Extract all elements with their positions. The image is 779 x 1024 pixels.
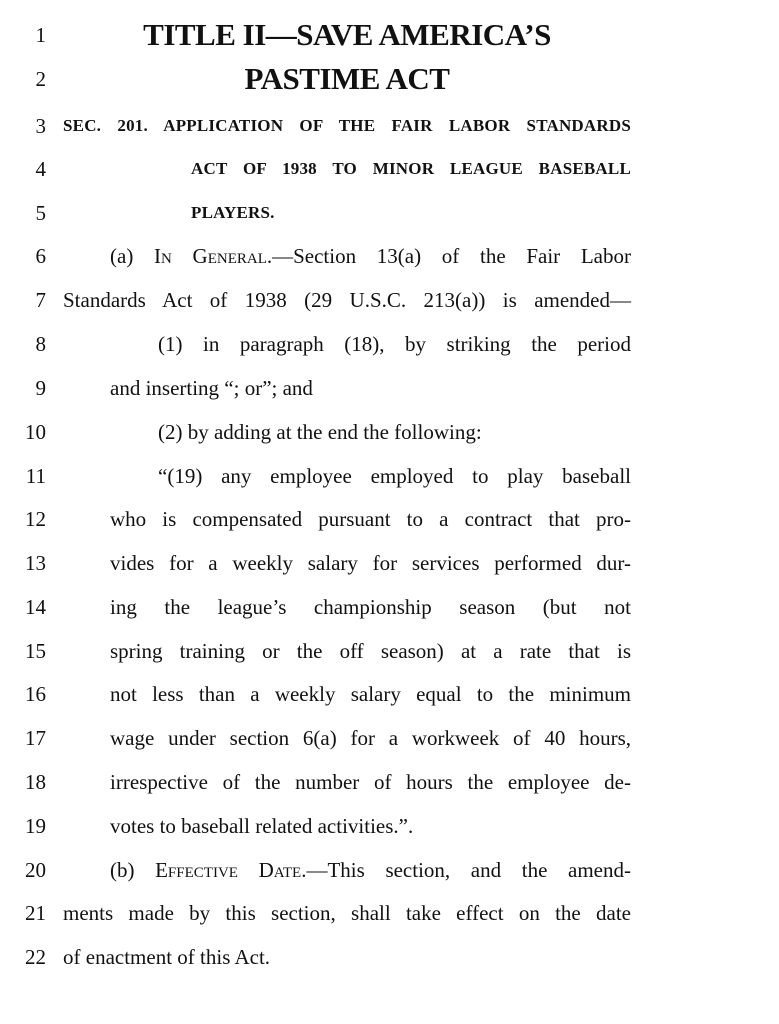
line-number: 17 [25,726,46,750]
document-line [0,760,779,804]
line-number: 15 [25,639,46,663]
body-text: ments made by this section, shall take effect on the date [63,901,631,925]
title-heading-continued: PASTIME ACT [244,61,450,96]
document-line [0,891,779,935]
section-heading-continued: ACT OF 1938 TO MINOR LEAGUE BASEBALL [191,159,631,178]
subsection-b-heading-line [110,848,631,892]
document-line [0,57,779,101]
body-text: not less than a weekly salary equal to the minimum [110,682,631,706]
body-text: who is compensated pursuant to a contract that pro- [110,507,631,531]
line-number: 22 [25,945,46,969]
section-heading-continued: PLAYERS. [191,203,275,222]
line-number: 21 [25,901,46,925]
title-heading: TITLE II—SAVE AMERICA’S [143,17,551,52]
document-line [0,716,779,760]
body-text: of enactment of this Act. [63,945,271,969]
body-text: spring training or the off season) at a rate that is [110,639,631,663]
line-number: 4 [35,157,46,181]
line-number: 19 [25,814,46,838]
document-line [0,804,779,848]
document-line [0,848,779,892]
document-line [0,191,779,235]
line-number: 13 [25,551,46,575]
subsection-label: (a) [110,244,155,268]
body-text: irrespective of the number of hours the employee de- [110,770,631,794]
document-line [0,454,779,498]
line-number: 5 [35,201,46,225]
document-line [0,585,779,629]
document-line [0,672,779,716]
document-line [0,935,779,979]
line-number: 8 [35,332,46,356]
document-line [0,629,779,673]
subsection-text: —Section 13(a) of the Fair Labor [272,244,631,268]
paragraph-2-text: (2) by adding at the end the following: [158,420,482,444]
body-text: Standards Act of 1938 (29 U.S.C. 213(a)) is amended— [63,288,631,312]
section-heading: SEC. 201. APPLICATION OF THE FAIR LABOR STANDARDS [63,116,631,135]
document-line [0,497,779,541]
document-line [0,410,779,454]
line-number: 6 [35,244,46,268]
document-line [0,278,779,322]
document-line [0,322,779,366]
line-number: 12 [25,507,46,531]
subsection-text: —This section, and the amend- [306,858,631,882]
subsection-heading: In General. [154,244,273,268]
line-number: 14 [25,595,46,619]
line-number: 10 [25,420,46,444]
subsection-heading: Effective Date. [155,858,307,882]
document-line [0,366,779,410]
body-text: and inserting “; or”; and [110,376,313,400]
line-number: 1 [35,23,46,47]
body-text: vides for a weekly salary for services performed dur- [110,551,631,575]
line-number: 2 [35,67,46,91]
line-number: 3 [35,114,46,138]
quoted-paragraph-19: “(19) any employee employed to play baseball [158,464,631,488]
line-number: 18 [25,770,46,794]
document-line [0,541,779,585]
subsection-a-heading-line [110,234,631,278]
line-number: 11 [25,464,46,488]
paragraph-1-text: (1) in paragraph (18), by striking the period [158,332,631,356]
line-number: 20 [25,858,46,882]
line-number: 7 [35,288,46,312]
line-number: 16 [25,682,46,706]
body-text: wage under section 6(a) for a workweek of 40 hours, [110,726,631,750]
subsection-label: (b) [110,858,156,882]
line-number: 9 [35,376,46,400]
document-line [0,234,779,278]
body-text: votes to baseball related activities.”. [110,814,414,838]
body-text: ing the league’s championship season (but not [110,595,631,619]
document-line [0,13,779,57]
document-line [0,104,779,148]
document-line [0,147,779,191]
